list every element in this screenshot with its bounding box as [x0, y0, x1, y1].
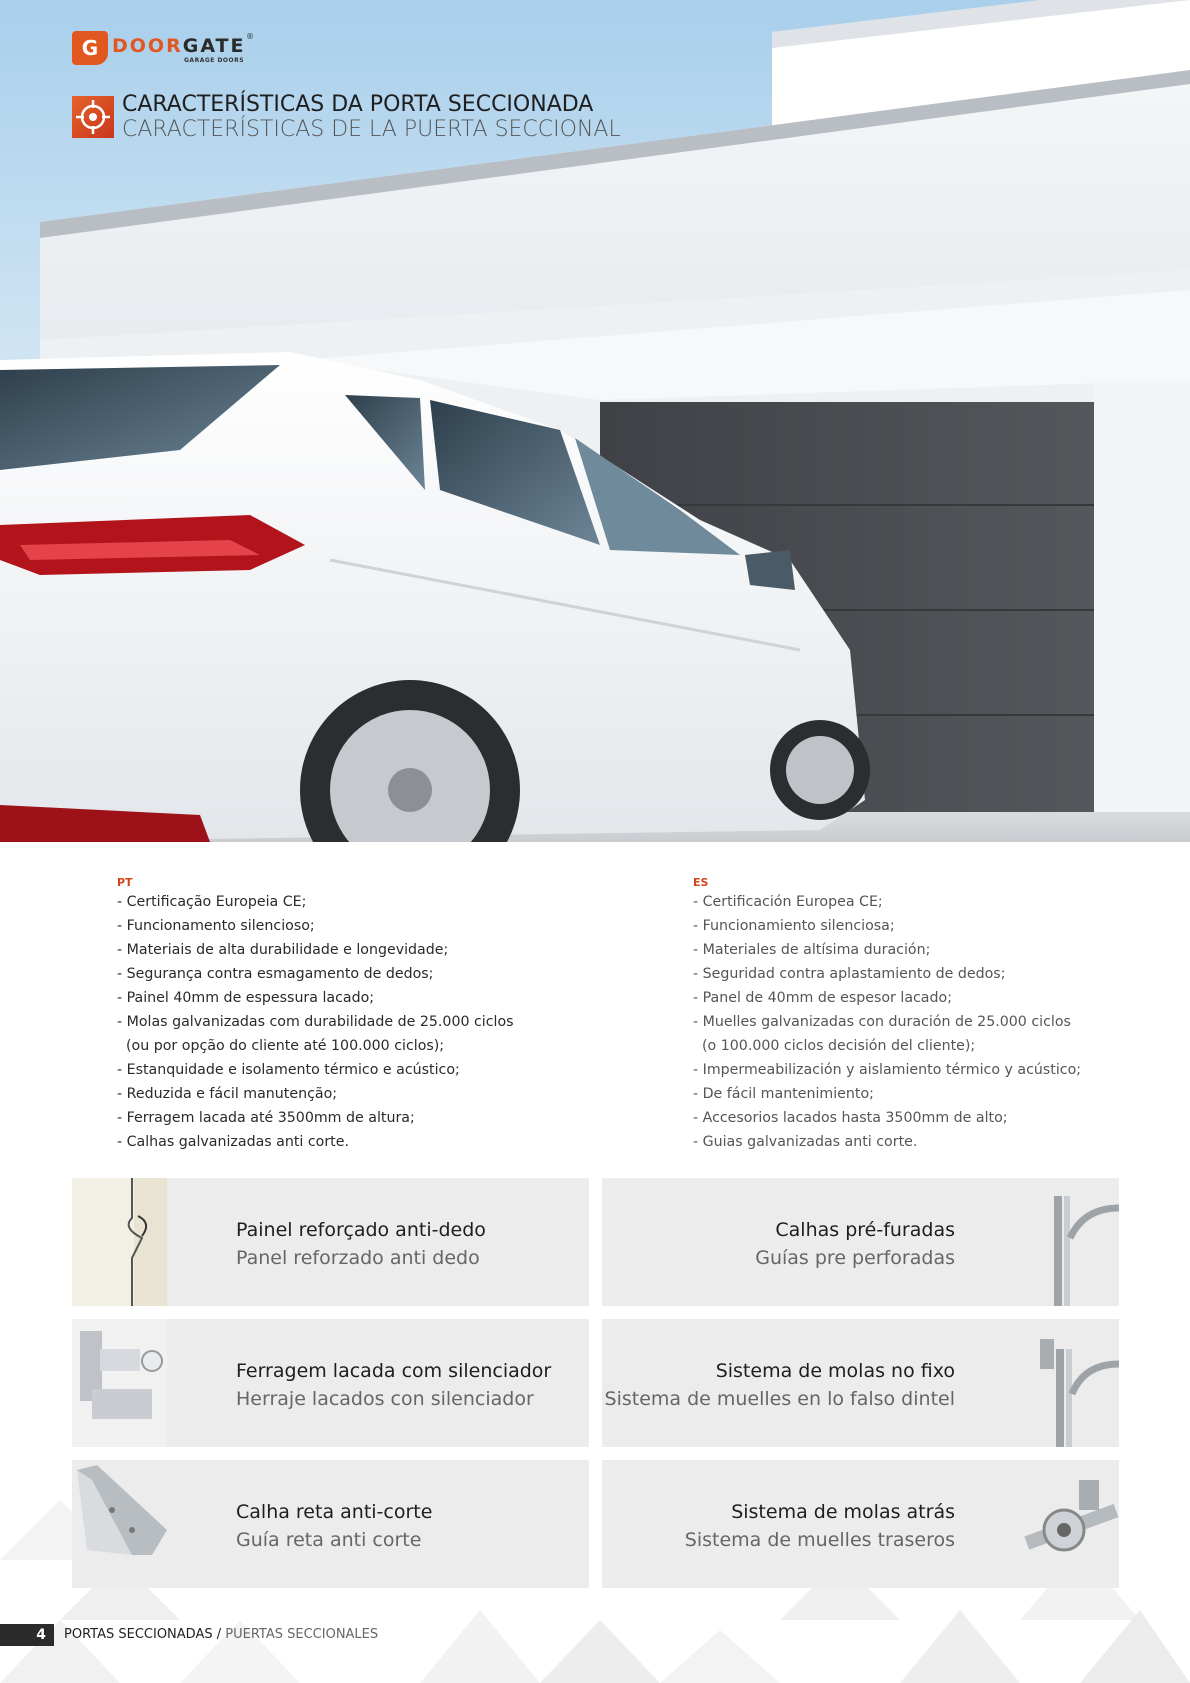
footer-separator: /: [212, 1627, 226, 1642]
feature-card-straight-track: [72, 1460, 589, 1588]
feature-item: - De fácil mantenimiento;: [693, 1086, 874, 1102]
feature-item: - Impermeabilización y aislamiento térmico y acústico;: [693, 1062, 1082, 1078]
card-text: [605, 1357, 955, 1413]
logo-registered: ®: [246, 32, 254, 41]
card-title-pt: Painel reforçado anti-dedo: [236, 1219, 486, 1241]
card-title-pt: Sistema de molas atrás: [731, 1501, 955, 1523]
feature-card-panel: [72, 1178, 589, 1306]
card-text: [685, 1498, 955, 1554]
feature-item: - Reduzida e fácil manutenção;: [117, 1086, 338, 1102]
feature-item: - Painel 40mm de espessura lacado;: [117, 990, 375, 1006]
feature-item: - Ferragem lacada até 3500mm de altura;: [117, 1110, 415, 1126]
card-text: [236, 1357, 551, 1413]
features-list-pt: [117, 876, 587, 1154]
feature-item: - Funcionamento silencioso;: [117, 918, 315, 934]
features-list-es: [693, 876, 1163, 1154]
lang-label-es: ES: [693, 876, 709, 889]
footer-section-pt: PORTAS SECCIONADAS: [64, 1627, 213, 1642]
feature-item: - Materiales de altísima duración;: [693, 942, 931, 958]
straight-track-icon: [72, 1460, 167, 1588]
target-icon: [72, 96, 114, 138]
card-text: [236, 1498, 432, 1554]
feature-item: - Accesorios lacados hasta 3500mm de alto;: [693, 1110, 1008, 1126]
feature-item: - Panel de 40mm de espesor lacado;: [693, 990, 952, 1006]
card-text: [236, 1216, 486, 1272]
feature-item: - Guias galvanizadas anti corte.: [693, 1134, 918, 1150]
logo-word-door: DOOR: [112, 35, 183, 57]
track-icon: [1024, 1178, 1119, 1306]
feature-card-rear-springs: [602, 1460, 1119, 1588]
feature-item: - Funcionamiento silenciosa;: [693, 918, 895, 934]
card-title-es: Guía reta anti corte: [236, 1529, 422, 1551]
rear-spring-icon: [1024, 1460, 1119, 1588]
feature-card-front-springs: [602, 1319, 1119, 1447]
page-title-es: CARACTERÍSTICAS DE LA PUERTA SECCIONAL: [122, 117, 621, 142]
card-text: [755, 1216, 955, 1272]
brand-logo: [72, 31, 262, 67]
feature-item: - Calhas galvanizadas anti corte.: [117, 1134, 349, 1150]
feature-item: - Materiais de alta durabilidade e longevidade;: [117, 942, 449, 958]
feature-item: - Muelles galvanizadas con duración de 25.000 ciclos: [693, 1014, 1071, 1030]
feature-item: - Molas galvanizadas com durabilidade de 25.000 ciclos: [117, 1014, 514, 1030]
card-title-es: Herraje lacados con silenciador: [236, 1388, 534, 1410]
feature-item: - Seguridad contra aplastamiento de dedos;: [693, 966, 1006, 982]
card-title-es: Sistema de muelles traseros: [684, 1529, 955, 1551]
feature-item: (o 100.000 ciclos decisión del cliente);: [693, 1038, 976, 1054]
hinge-icon: [72, 1319, 167, 1447]
card-title-pt: Calhas pré-furadas: [775, 1219, 955, 1241]
feature-item: - Estanquidade e isolamento térmico e acústico;: [117, 1062, 460, 1078]
feature-card-pre-drilled-tracks: [602, 1178, 1119, 1306]
card-title-pt: Calha reta anti-corte: [236, 1501, 433, 1523]
footer-section-es: PUERTAS SECCIONALES: [225, 1627, 379, 1642]
logo-badge: G: [72, 31, 108, 65]
footer-section-title: [64, 1626, 378, 1644]
feature-item: - Segurança contra esmagamento de dedos;: [117, 966, 434, 982]
logo-wordmark: [112, 35, 245, 57]
feature-item: - Certificación Europea CE;: [693, 894, 883, 910]
feature-item: (ou por opção do cliente até 100.000 ciclos);: [117, 1038, 445, 1054]
logo-word-gate: GATE: [182, 35, 246, 57]
card-title-es: Guías pre perforadas: [755, 1247, 955, 1269]
page-title: [122, 92, 621, 142]
card-title-pt: Sistema de molas no fixo: [715, 1360, 955, 1382]
card-title-pt: Ferragem lacada com silenciador: [236, 1360, 552, 1382]
lang-label-pt: PT: [117, 876, 133, 889]
card-title-es: Sistema de muelles en lo falso dintel: [604, 1388, 955, 1410]
spring-track-icon: [1024, 1319, 1119, 1447]
panel-profile-icon: [72, 1178, 167, 1306]
card-title-es: Panel reforzado anti dedo: [236, 1247, 480, 1269]
logo-subtitle: GARAGE DOORS: [184, 57, 245, 64]
feature-card-hardware: [72, 1319, 589, 1447]
page-title-pt: CARACTERÍSTICAS DA PORTA SECCIONADA: [122, 92, 594, 117]
feature-item: - Certificação Europeia CE;: [117, 894, 307, 910]
page-number: 4: [0, 1624, 54, 1646]
